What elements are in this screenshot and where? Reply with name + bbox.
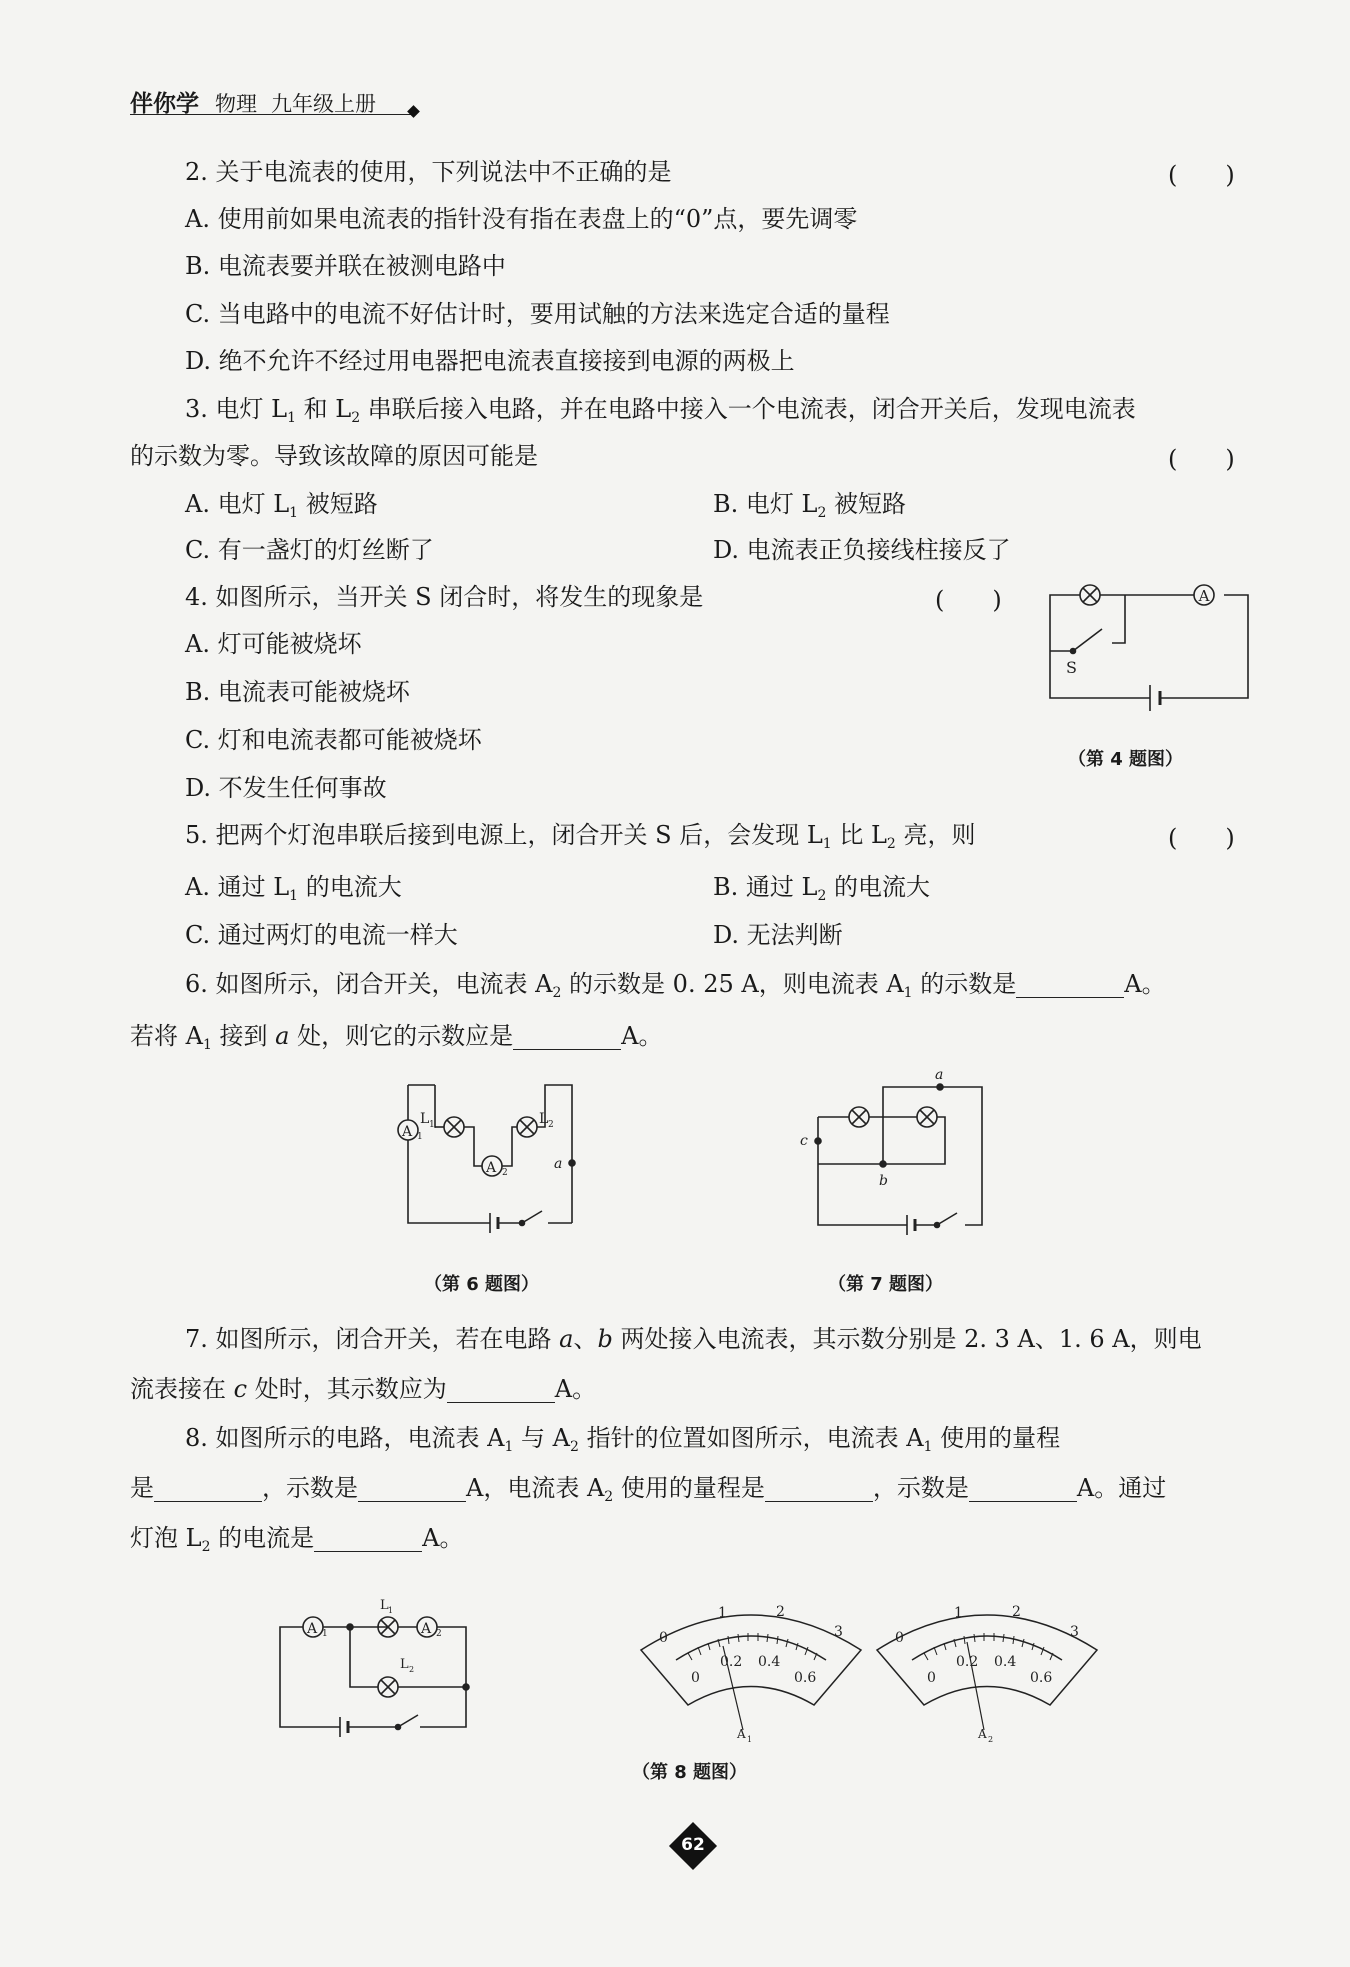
meter-a2-top-1: 1 xyxy=(954,1605,963,1621)
q2-option-d: D. 绝不允许不经过用电器把电流表直接接到电源的两极上 xyxy=(185,347,795,375)
figure-4-caption: （第 4 题图） xyxy=(1068,749,1184,770)
q4-option-c: C. 灯和电流表都可能被烧坏 xyxy=(185,726,482,754)
fig6-wire-mid-right xyxy=(502,1127,517,1166)
fig8-a2-sub: 2 xyxy=(436,1629,442,1639)
q5-answer-paren: ( ) xyxy=(1168,824,1235,852)
meter-a1-top-2: 2 xyxy=(776,1604,785,1620)
fig6-label-a: a xyxy=(554,1156,563,1172)
fig6-node-a xyxy=(569,1160,575,1166)
q4-option-b: B. 电流表可能被烧坏 xyxy=(185,678,410,706)
q2-option-a: A. 使用前如果电流表的指针没有指在表盘上的“0”点，要先调零 xyxy=(185,205,858,233)
q3-stem-line2: 的示数为零。导致该故障的原因可能是 xyxy=(130,442,538,470)
fig7-label-b: b xyxy=(879,1173,888,1189)
fig8-wire-left xyxy=(280,1627,340,1727)
header-diamond-icon xyxy=(407,105,420,118)
meter-a2-bottom-1: 0.2 xyxy=(956,1654,979,1670)
fig4-switch-wire xyxy=(1112,595,1125,643)
q2-option-b: B. 电流表要并联在被测电路中 xyxy=(185,252,506,280)
q5-option-c: C. 通过两灯的电流一样大 xyxy=(185,921,458,949)
fig4-wire-left xyxy=(1050,595,1150,698)
meter-a1-bottom-1: 0.2 xyxy=(720,1654,743,1670)
fig4-ammeter-icon xyxy=(1194,585,1214,605)
meter-a1-label-sub: 1 xyxy=(747,1735,753,1744)
meter-a2-bottom-2: 0.4 xyxy=(994,1654,1017,1670)
fig8-l2-label: L xyxy=(400,1657,409,1672)
fig6-l1-label: L xyxy=(420,1111,430,1127)
fig7-wire-return xyxy=(818,1117,945,1164)
meter-a1-bottom-0: 0 xyxy=(691,1670,700,1686)
meter-a2-label-sub: 2 xyxy=(988,1735,994,1744)
meter-a2-bottom-0: 0 xyxy=(927,1670,936,1686)
grade-label: 九年级上册 xyxy=(271,92,376,116)
q3-answer-paren: ( ) xyxy=(1168,445,1235,473)
q2-stem: 2. 关于电流表的使用，下列说法中不正确的是 xyxy=(185,158,672,186)
page-number: 62 xyxy=(681,1835,705,1855)
meter-a2-top-3: 3 xyxy=(1070,1624,1079,1640)
q4-option-a: A. 灯可能被烧坏 xyxy=(185,630,362,658)
fig7-lamp-2-icon xyxy=(917,1107,937,1127)
fig6-lamp-l2-icon xyxy=(517,1117,537,1137)
q5-option-d: D. 无法判断 xyxy=(713,921,843,949)
subject-label: 物理 xyxy=(215,92,257,116)
meter-a1-bottom-2: 0.4 xyxy=(758,1654,781,1670)
meter-a1-label: A xyxy=(737,1727,746,1741)
fig8-node-right xyxy=(463,1684,469,1690)
fig6-a2-sub: 2 xyxy=(502,1168,508,1178)
fig6-wire-right xyxy=(537,1085,572,1223)
figure-8-circuit xyxy=(270,1595,480,1745)
fig7-wire-left xyxy=(818,1117,907,1225)
q2-option-c: C. 当电路中的电流不好估计时，要用试触的方法来选定合适的量程 xyxy=(185,300,890,328)
meter-a1-bottom-3: 0.6 xyxy=(794,1670,817,1686)
fig8-ammeter-a2-icon xyxy=(417,1617,437,1637)
fig7-label-a: a xyxy=(935,1067,944,1083)
meter-a2-bottom-3: 0.6 xyxy=(1030,1670,1053,1686)
figure-6-circuit xyxy=(390,1075,590,1235)
q8-blank-5[interactable] xyxy=(314,1525,422,1552)
meter-a2 xyxy=(872,1590,1102,1744)
svg-text:A: A xyxy=(1198,587,1210,605)
fig6-ammeter-a1-icon xyxy=(398,1120,418,1140)
fig7-lamp-1-icon xyxy=(849,1107,869,1127)
fig4-wire-right xyxy=(1160,595,1248,698)
header-rule xyxy=(130,114,415,115)
fig6-wire-l1-drop xyxy=(435,1085,436,1127)
q5-stem: 5. 把两个灯泡串联后接到电源上，闭合开关 S 后，会发现 $L_1$ 比 $L_2$ 亮，则 xyxy=(185,821,976,852)
svg-text:A: A xyxy=(485,1160,497,1176)
q8-blank-3[interactable] xyxy=(765,1475,873,1502)
meter-a2-label: A xyxy=(978,1727,987,1741)
figure-7-caption: （第 7 题图） xyxy=(828,1274,944,1295)
meter-a2-face xyxy=(877,1615,1097,1705)
page-number-badge xyxy=(670,1823,716,1869)
fig7-switch-blade xyxy=(937,1213,957,1225)
meter-a1-face xyxy=(641,1615,861,1705)
figure-7-circuit xyxy=(795,1065,995,1235)
fig8-l1-sub: 1 xyxy=(388,1606,394,1615)
q7-stem-line2: 流表接在 c 处时，其示数应为 A。 xyxy=(130,1375,597,1403)
figure-6-caption: （第 6 题图） xyxy=(424,1274,540,1295)
fig6-lamp-l1-icon xyxy=(444,1117,464,1137)
fig7-node-c xyxy=(815,1138,821,1144)
q5-option-a: A. 通过 $L_1$ 的电流大 xyxy=(185,873,402,904)
figure-4-circuit xyxy=(1030,575,1260,715)
q4-answer-paren: ( ) xyxy=(935,586,1002,614)
meter-a1-top-0: 0 xyxy=(659,1630,668,1646)
meter-a1-top-1: 1 xyxy=(718,1605,727,1621)
fig8-wire-right xyxy=(420,1627,466,1727)
fig7-wire-right xyxy=(883,1087,982,1225)
q7-stem: 7. 如图所示，闭合开关，若在电路 a、b 两处接入电流表，其示数分别是 2. 3 A、1. 6 A，则电 xyxy=(185,1325,1202,1353)
q8-stem: 8. 如图所示的电路，电流表 $A_1$ 与 $A_2$ 指针的位置如图所示，电流表 $A_1$ 使用的量程 xyxy=(185,1424,1061,1455)
q3-option-c: C. 有一盏灯的灯丝断了 xyxy=(185,536,434,564)
q8-blank-2[interactable] xyxy=(358,1475,466,1502)
fig6-wire-mid-left xyxy=(464,1127,482,1166)
fig8-l2-sub: 2 xyxy=(409,1665,415,1674)
fig6-wire-bottom-left xyxy=(408,1140,490,1223)
svg-text:A: A xyxy=(420,1621,432,1637)
q6-blank-1[interactable] xyxy=(1016,971,1124,998)
q8-stem-line2: 是 ，示数是 A，电流表 $A_2$ 使用的量程是 ，示数是 A。通过 xyxy=(130,1474,1167,1505)
brand-title: 伴你学 xyxy=(130,91,199,117)
meter-a2-top-0: 0 xyxy=(895,1630,904,1646)
meter-a2-top-2: 2 xyxy=(1012,1604,1021,1620)
fig6-a1-sub: 1 xyxy=(417,1132,423,1142)
fig8-lamp-l2-icon xyxy=(378,1677,398,1697)
q4-option-d: D. 不发生任何事故 xyxy=(185,774,387,802)
q6-stem: 6. 如图所示，闭合开关，电流表 $A_2$ 的示数是 0. 25 A，则电流表 $A_1$ 的示数是 A。 xyxy=(185,970,1166,1001)
q8-stem-line3: 灯泡 $L_2$ 的电流是 A。 xyxy=(130,1524,464,1555)
q4-stem: 4. 如图所示，当开关 S 闭合时，将发生的现象是 xyxy=(185,583,704,611)
fig6-l2-label: L xyxy=(539,1111,549,1127)
meter-a1-top-3: 3 xyxy=(834,1624,843,1640)
meter-a1 xyxy=(636,1590,866,1744)
q7-blank[interactable] xyxy=(447,1376,555,1403)
fig4-lamp-icon xyxy=(1080,585,1100,605)
figure-8-caption: （第 8 题图） xyxy=(632,1762,748,1783)
q3-stem: 3. 电灯 $L_1$ 和 $L_2$ 串联后接入电路，并在电路中接入一个电流表，闭合开关后，发现电流表 xyxy=(185,395,1136,426)
fig8-wire-branch-left xyxy=(350,1627,378,1687)
svg-text:A: A xyxy=(306,1621,318,1637)
fig8-a1-sub: 1 xyxy=(322,1629,328,1639)
q3-option-d: D. 电流表正负接线柱接反了 xyxy=(713,536,1011,564)
q5-option-b: B. 通过 $L_2$ 的电流大 xyxy=(713,873,931,904)
fig7-label-c: c xyxy=(800,1133,808,1149)
q6-stem-line2: 若将 $A_1$ 接到 a 处，则它的示数应是 A。 xyxy=(130,1022,663,1053)
fig8-switch-blade xyxy=(398,1715,418,1727)
q8-blank-4[interactable] xyxy=(969,1475,1077,1502)
q3-option-a: A. 电灯 $L_1$ 被短路 xyxy=(185,490,378,521)
meter-a2-ticks xyxy=(924,1633,1053,1660)
q6-blank-2[interactable] xyxy=(513,1023,621,1050)
fig4-switch-blade xyxy=(1073,629,1102,651)
fig8-ammeter-a1-icon xyxy=(303,1617,323,1637)
fig6-switch-blade xyxy=(522,1211,542,1223)
fig4-switch-label: S xyxy=(1066,658,1077,677)
svg-text:A: A xyxy=(401,1124,413,1140)
q3-option-b: B. 电灯 $L_2$ 被短路 xyxy=(713,490,907,521)
fig6-l1-sub: 1 xyxy=(429,1120,435,1130)
fig6-l2-sub: 2 xyxy=(548,1120,554,1130)
fig8-l1-label: L xyxy=(380,1598,389,1613)
q8-blank-1[interactable] xyxy=(154,1475,262,1502)
meter-a1-ticks xyxy=(688,1633,817,1660)
fig6-ammeter-a2-icon xyxy=(482,1156,502,1176)
q2-answer-paren: ( ) xyxy=(1168,161,1235,189)
